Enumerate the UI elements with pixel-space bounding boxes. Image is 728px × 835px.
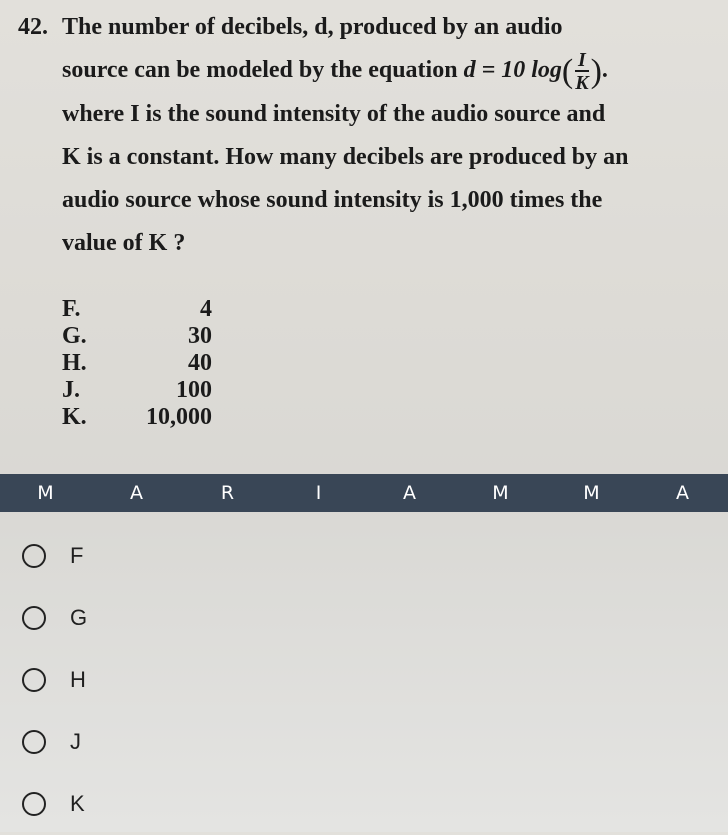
question-line-5: audio source whose sound intensity is 1,000 times the <box>62 186 603 213</box>
printed-choice-h: H. 40 <box>62 350 212 376</box>
answer-option-k[interactable] <box>22 773 702 835</box>
answer-option-f[interactable] <box>22 525 702 587</box>
answer-option-h[interactable] <box>22 649 702 711</box>
radio-button[interactable] <box>22 730 46 754</box>
question-line-4: K is a constant. How many decibels are produced by an <box>62 143 629 170</box>
strip-letter: A <box>130 482 143 504</box>
strip-letter: I <box>315 482 322 504</box>
strip-letter: M <box>492 482 509 504</box>
question-number: 42. <box>18 14 48 40</box>
decibel-equation: d = 10 log( $\frac{I}{K}$ ). <box>463 48 608 94</box>
radio-button[interactable] <box>22 668 46 692</box>
question-line-2: source can be modeled by the equation d = 10 log( $\frac{I}{K}$ ). <box>62 48 608 94</box>
printed-choice-j: J. 100 <box>62 377 212 403</box>
radio-button[interactable] <box>22 792 46 816</box>
answer-label: J <box>70 729 81 754</box>
answer-option-g[interactable] <box>22 587 702 649</box>
answer-option-j[interactable] <box>22 711 702 773</box>
strip-letter: M <box>583 482 600 504</box>
question-block <box>18 6 708 265</box>
radio-button[interactable] <box>22 606 46 630</box>
printed-choice-k: K. 10,000 <box>62 404 212 430</box>
question-line-1: 42. The number of decibels, d, produced by an audio <box>18 6 708 49</box>
answer-label: F <box>70 543 84 568</box>
question-line-3: where I is the sound intensity of the audio source and <box>62 100 606 127</box>
radio-button[interactable] <box>22 544 46 568</box>
answer-label: K <box>70 791 85 816</box>
strip-letter: A <box>676 482 689 504</box>
header-strip <box>0 474 728 512</box>
printed-choice-g: G. 30 <box>62 323 212 349</box>
question-line-6: value of K ? <box>62 229 186 256</box>
strip-letter: R <box>220 482 235 504</box>
fraction-i-over-k: $\frac{I}{K}$ <box>575 48 589 94</box>
strip-letter: M <box>37 482 54 504</box>
printed-choices <box>62 296 212 431</box>
answer-label: H <box>70 667 86 692</box>
answer-label: G <box>70 605 88 630</box>
printed-choice-f: F. 4 <box>62 296 212 322</box>
strip-letter: A <box>403 482 416 504</box>
answer-options <box>22 525 702 835</box>
